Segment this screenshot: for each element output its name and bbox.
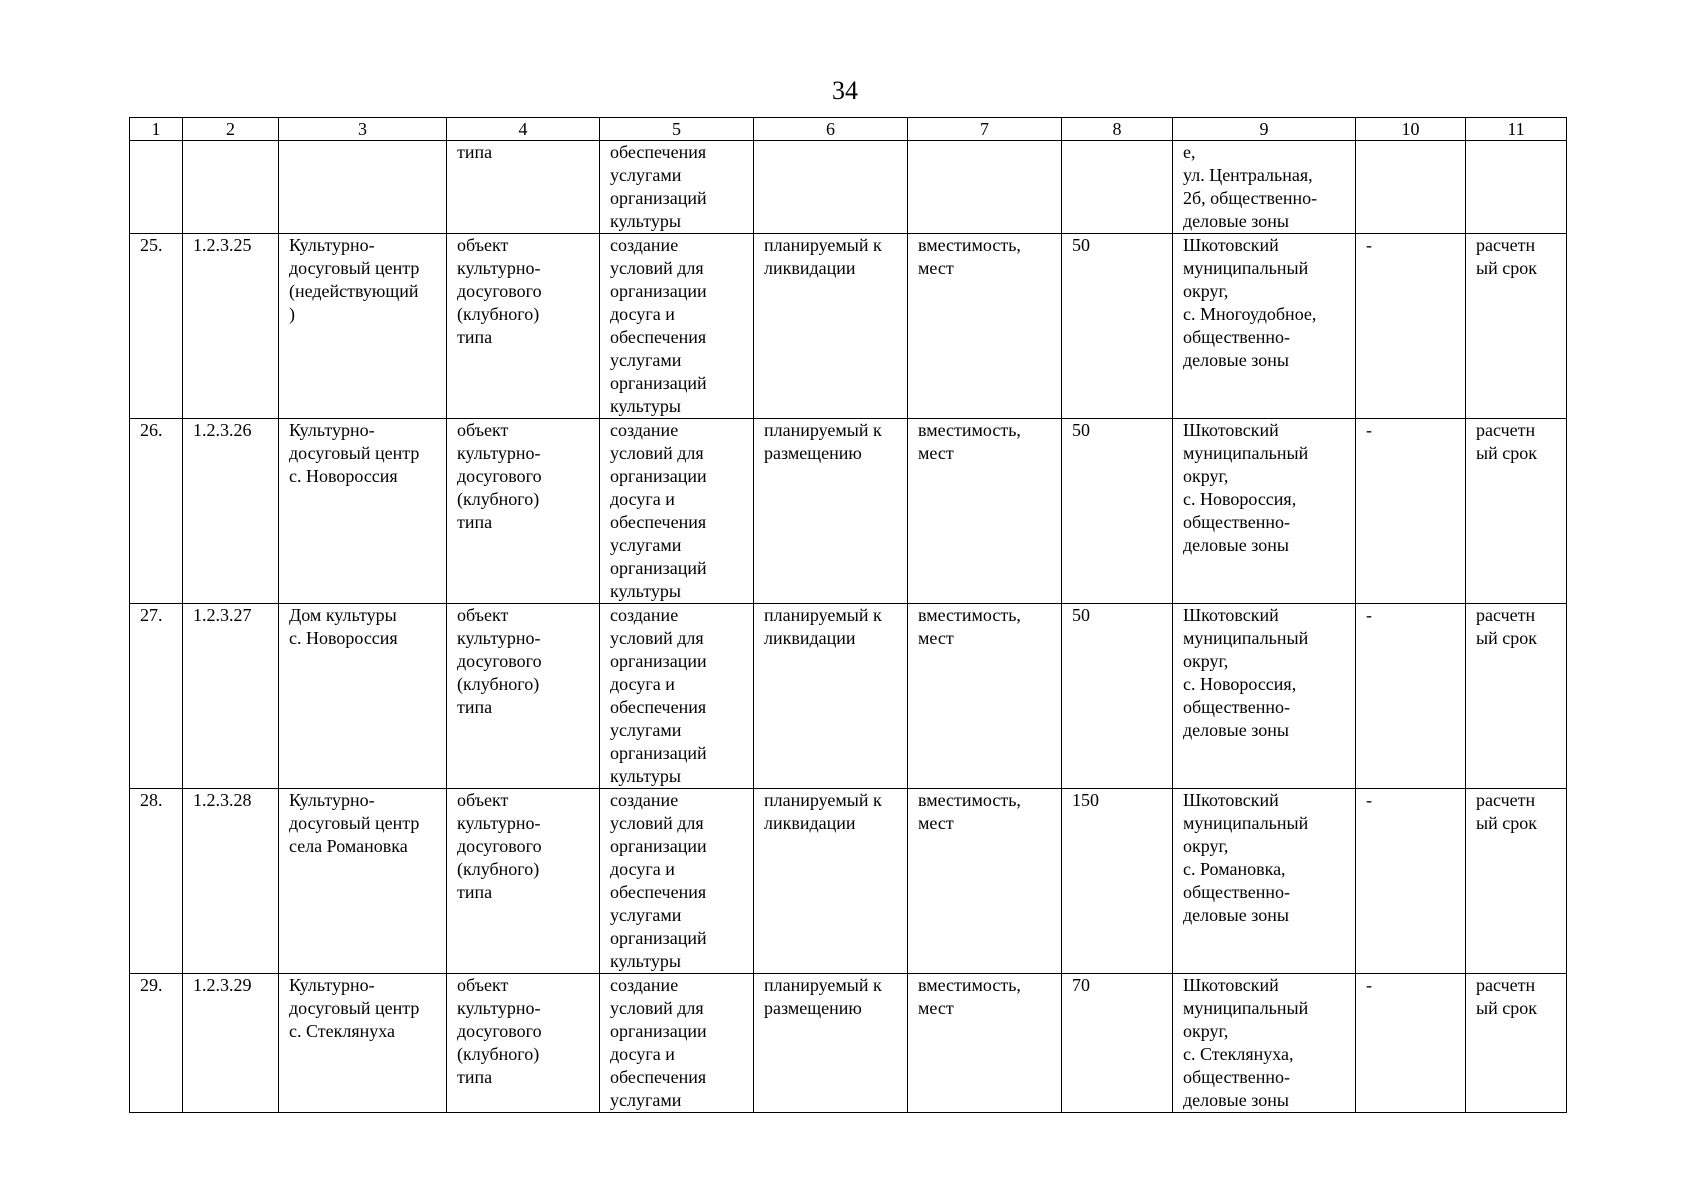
characteristic-value-cell: 50 [1062,604,1173,789]
object-name-cell: Культурно- досуговый центр с. Новороссия [279,419,447,604]
object-status-cell: планируемый к размещению [754,974,908,1113]
column-header: 1 [130,118,183,141]
implementation-term-cell: расчетн ый срок [1466,974,1567,1113]
object-code-cell: 1.2.3.26 [183,419,279,604]
zone-characteristic-cell: - [1356,604,1466,789]
table-cell: обеспечения услугами организаций культуры [600,141,754,234]
table-cell [183,141,279,234]
object-name-cell: Культурно- досуговый центр с. Стеклянуха [279,974,447,1113]
characteristic-name-cell: вместимость, мест [908,974,1062,1113]
object-code-cell: 1.2.3.27 [183,604,279,789]
characteristic-name-cell: вместимость, мест [908,419,1062,604]
row-number-cell: 29. [130,974,183,1113]
row-number-cell: 26. [130,419,183,604]
column-header: 5 [600,118,754,141]
column-header: 4 [447,118,600,141]
table-row [130,604,1567,789]
implementation-term-cell: расчетн ый срок [1466,604,1567,789]
implementation-term-cell: расчетн ый срок [1466,419,1567,604]
table-row [130,789,1567,974]
object-type-cell: объект культурно- досугового (клубного) типа [447,419,600,604]
characteristic-value-cell: 50 [1062,419,1173,604]
object-type-cell: объект культурно- досугового (клубного) типа [447,789,600,974]
object-status-cell: планируемый к ликвидации [754,234,908,419]
object-location-cell: Шкотовский муниципальный округ, с. Стеклянуха, общественно- деловые зоны [1173,974,1356,1113]
object-status-cell: планируемый к ликвидации [754,789,908,974]
object-name-cell: Культурно- досуговый центр (недействующий ) [279,234,447,419]
object-type-cell: объект культурно- досугового (клубного) типа [447,604,600,789]
object-type-cell: объект культурно- досугового (клубного) типа [447,234,600,419]
table-cell [754,141,908,234]
object-location-cell: Шкотовский муниципальный округ, с. Новороссия, общественно- деловые зоны [1173,604,1356,789]
table-row [130,419,1567,604]
table-cell [130,141,183,234]
object-type-cell: объект культурно- досугового (клубного) типа [447,974,600,1113]
object-status-cell: планируемый к размещению [754,419,908,604]
object-purpose-cell: создание условий для организации досуга и обеспечения услугами организаций культуры [600,419,754,604]
characteristic-name-cell: вместимость, мест [908,789,1062,974]
characteristic-value-cell: 150 [1062,789,1173,974]
object-status-cell: планируемый к ликвидации [754,604,908,789]
table-cell: типа [447,141,600,234]
row-number-cell: 27. [130,604,183,789]
characteristic-value-cell: 70 [1062,974,1173,1113]
row-number-cell: 28. [130,789,183,974]
implementation-term-cell: расчетн ый срок [1466,789,1567,974]
column-header: 10 [1356,118,1466,141]
table-row [130,974,1567,1113]
table-row [130,234,1567,419]
object-purpose-cell: создание условий для организации досуга и обеспечения услугами организаций культуры [600,234,754,419]
object-code-cell: 1.2.3.25 [183,234,279,419]
continued-row [130,141,1567,234]
implementation-term-cell: расчетн ый срок [1466,234,1567,419]
zone-characteristic-cell: - [1356,419,1466,604]
object-name-cell: Культурно- досуговый центр села Романовка [279,789,447,974]
table-cell [908,141,1062,234]
table-cell [1466,141,1567,234]
table-cell [1356,141,1466,234]
column-header: 11 [1466,118,1567,141]
column-header: 7 [908,118,1062,141]
object-location-cell: Шкотовский муниципальный округ, с. Новороссия, общественно- деловые зоны [1173,419,1356,604]
column-header: 8 [1062,118,1173,141]
column-header: 9 [1173,118,1356,141]
characteristic-value-cell: 50 [1062,234,1173,419]
table-cell: е, ул. Центральная, 2б, общественно- деловые зоны [1173,141,1356,234]
table-cell [279,141,447,234]
row-number-cell: 25. [130,234,183,419]
zone-characteristic-cell: - [1356,234,1466,419]
object-location-cell: Шкотовский муниципальный округ, с. Многоудобное, общественно- деловые зоны [1173,234,1356,419]
zone-characteristic-cell: - [1356,789,1466,974]
column-header: 2 [183,118,279,141]
column-number-row [130,118,1567,141]
object-code-cell: 1.2.3.29 [183,974,279,1113]
objects-table [129,117,1567,1113]
object-purpose-cell: создание условий для организации досуга и обеспечения услугами организаций культуры [600,604,754,789]
object-code-cell: 1.2.3.28 [183,789,279,974]
zone-characteristic-cell: - [1356,974,1466,1113]
column-header: 3 [279,118,447,141]
object-name-cell: Дом культуры с. Новороссия [279,604,447,789]
characteristic-name-cell: вместимость, мест [908,234,1062,419]
page-number: 34 [832,76,858,105]
object-purpose-cell: создание условий для организации досуга и обеспечения услугами [600,974,754,1113]
object-location-cell: Шкотовский муниципальный округ, с. Романовка, общественно- деловые зоны [1173,789,1356,974]
column-header: 6 [754,118,908,141]
object-purpose-cell: создание условий для организации досуга и обеспечения услугами организаций культуры [600,789,754,974]
characteristic-name-cell: вместимость, мест [908,604,1062,789]
table-cell [1062,141,1173,234]
